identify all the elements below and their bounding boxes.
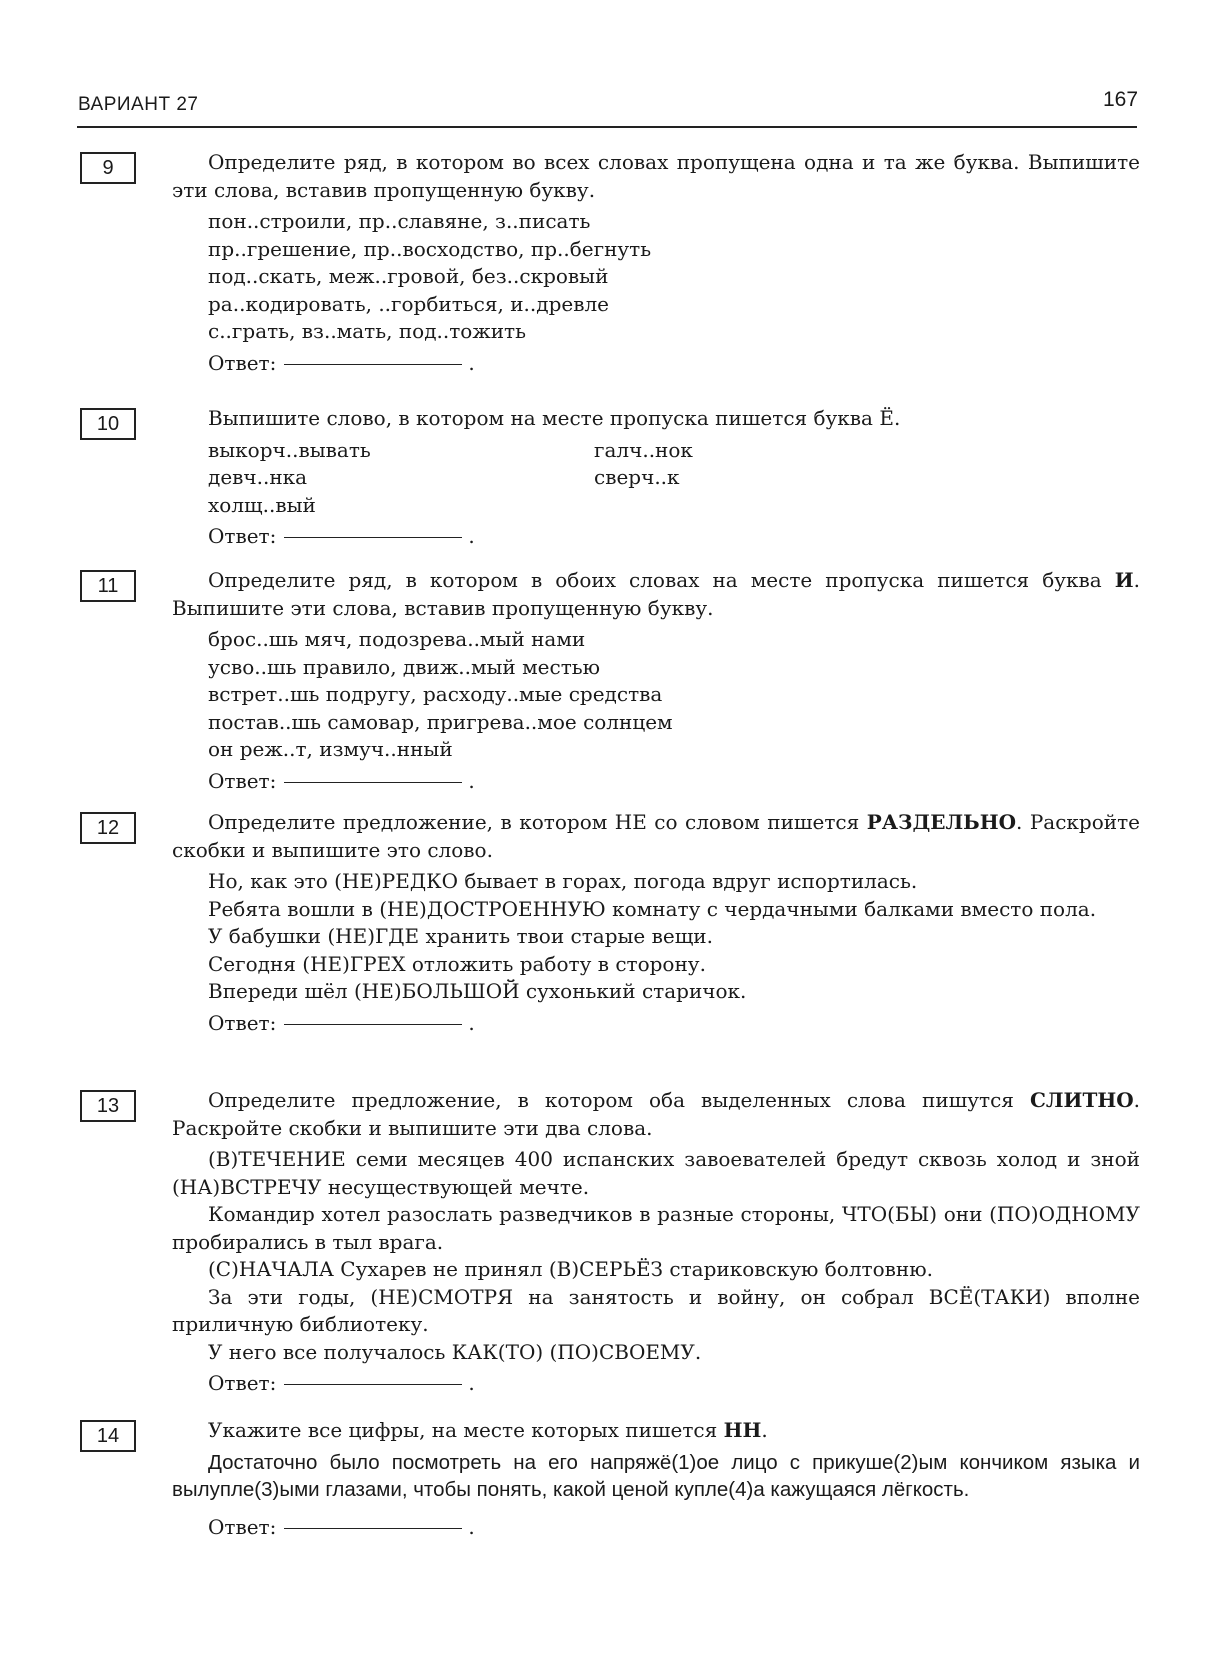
answer-blank[interactable] <box>284 782 462 783</box>
answer-blank[interactable] <box>284 1528 462 1529</box>
word-grid <box>208 437 1140 520</box>
answer-blank[interactable] <box>284 537 462 538</box>
answer-line: Ответ: . <box>208 1514 475 1539</box>
answer-line: Ответ: . <box>208 524 475 548</box>
word-row: брос..шь мяч, подозрева..мый нами <box>208 627 586 651</box>
sentence-option: (В)ТЕЧЕНИЕ семи месяцев 400 испанских завоевателей бредут сквозь холод и зной (НА)ВСТРЕЧУ несуществующей мечте. <box>172 1147 1140 1199</box>
task-prompt: Выпишите слово, в котором на месте пропуска пишется буква Ё. <box>208 406 901 430</box>
word-rows <box>208 208 1140 346</box>
sentence-option: У него все получалось КАК(ТО) (ПО)СВОЕМУ. <box>208 1339 702 1364</box>
page-number: 167 <box>1103 88 1139 111</box>
task-prompt: Определите предложение, в котором оба выделенных слова пишутся СЛИТНО. Раскройте скобки и выпишите эти два слова. <box>172 1088 1140 1140</box>
answer-blank[interactable] <box>284 364 462 365</box>
task-prompt: Определите ряд, в котором во всех словах пропущена одна и та же буква. Выпишите эти слова, вставив пропущенную букву. <box>172 150 1140 202</box>
word-option: холщ..вый <box>208 492 316 517</box>
word-row: он реж..т, измуч..нный <box>208 737 453 761</box>
word-row: под..скать, меж..гровой, без..скровый <box>208 264 609 288</box>
word-row: встрет..шь подругу, расходу..мые средства <box>208 682 663 706</box>
answer-label: Ответ: <box>208 524 277 548</box>
sentence-option: Командир хотел разослать разведчиков в разные стороны, ЧТО(БЫ) они (ПО)ОДНОМУ пробирались в тыл врага. <box>172 1202 1140 1254</box>
answer-line: Ответ: . <box>208 768 475 793</box>
task-prompt: Укажите все цифры, на месте которых пишется НН. <box>208 1418 768 1442</box>
answer-line: Ответ: . <box>208 1371 475 1395</box>
task-number-box: 11 <box>80 570 136 602</box>
sentence-option: (С)НАЧАЛА Сухарев не принял (В)СЕРЬЁЗ стариковскую болтовню. <box>208 1257 933 1281</box>
answer-line: Ответ: . <box>208 1010 475 1035</box>
answer-label: Ответ: <box>208 1514 277 1539</box>
sentence-option: У бабушки (НЕ)ГДЕ хранить твои старые вещи. <box>208 924 713 948</box>
word-option: выкорч..вывать <box>208 437 371 462</box>
task-text: Достаточно было посмотреть на его напряжё(1)ое лицо с прикуше(2)ым кончиком языка и вылупле(3)ыми глазами, чтобы понять, какой ценой купле(4)а кажущаяся лёгкость. <box>172 1450 1140 1501</box>
word-option: галч..нок <box>594 437 693 462</box>
header-divider <box>77 126 1137 128</box>
task-prompt: Определите предложение, в котором НЕ со словом пишется РАЗДЕЛЬНО. Раскройте скобки и выпишите это слово. <box>172 810 1141 862</box>
task-number-box: 9 <box>80 152 136 184</box>
task-number-box: 13 <box>80 1090 136 1122</box>
sentence-option: Сегодня (НЕ)ГРЕХ отложить работу в сторону. <box>208 951 706 976</box>
word-row: усво..шь правило, движ..мый местью <box>208 654 601 679</box>
word-row: пон..строили, пр..славяне, з..писать <box>208 209 591 233</box>
task-number-box: 12 <box>80 812 136 844</box>
answer-label: Ответ: <box>208 1010 277 1035</box>
word-row: с..грать, вз..мать, под..тожить <box>208 319 527 343</box>
word-option: сверч..к <box>594 465 680 489</box>
sentence-list <box>172 1146 1140 1366</box>
answer-label: Ответ: <box>208 1371 277 1395</box>
word-row: пр..грешение, пр..восходство, пр..бегнуть <box>208 236 652 261</box>
sentence-list <box>172 868 1140 1006</box>
answer-blank[interactable] <box>284 1384 462 1385</box>
word-row: постав..шь самовар, пригрева..мое солнцем <box>208 709 673 734</box>
answer-label: Ответ: <box>208 350 277 375</box>
task-number-box: 10 <box>80 408 136 440</box>
word-option: девч..нка <box>208 465 308 489</box>
sentence-option: Впереди шёл (НЕ)БОЛЬШОЙ сухонький старичок. <box>208 979 747 1003</box>
answer-line: Ответ: . <box>208 350 475 375</box>
answer-label: Ответ: <box>208 768 277 793</box>
word-row: ра..кодировать, ..горбиться, и..древле <box>208 291 610 316</box>
sentence-option: За эти годы, (НЕ)СМОТРЯ на занятость и войну, он собрал ВСЁ(ТАКИ) вполне приличную библиотеку. <box>172 1284 1140 1336</box>
sentence-option: Но, как это (НЕ)РЕДКО бывает в горах, погода вдруг испортилась. <box>208 869 918 893</box>
variant-header: ВАРИАНТ 27 <box>78 94 199 115</box>
answer-blank[interactable] <box>284 1024 462 1025</box>
word-rows <box>208 626 1140 764</box>
task-number-box: 14 <box>80 1420 136 1452</box>
sentence-option: Ребята вошли в (НЕ)ДОСТРОЕННУЮ комнату с чердачными балками вместо пола. <box>208 896 1097 921</box>
task-prompt: Определите ряд, в котором в обоих словах на месте пропуска пишется буква И. Выпишите эти слова, вставив пропущенную букву. <box>172 568 1140 620</box>
